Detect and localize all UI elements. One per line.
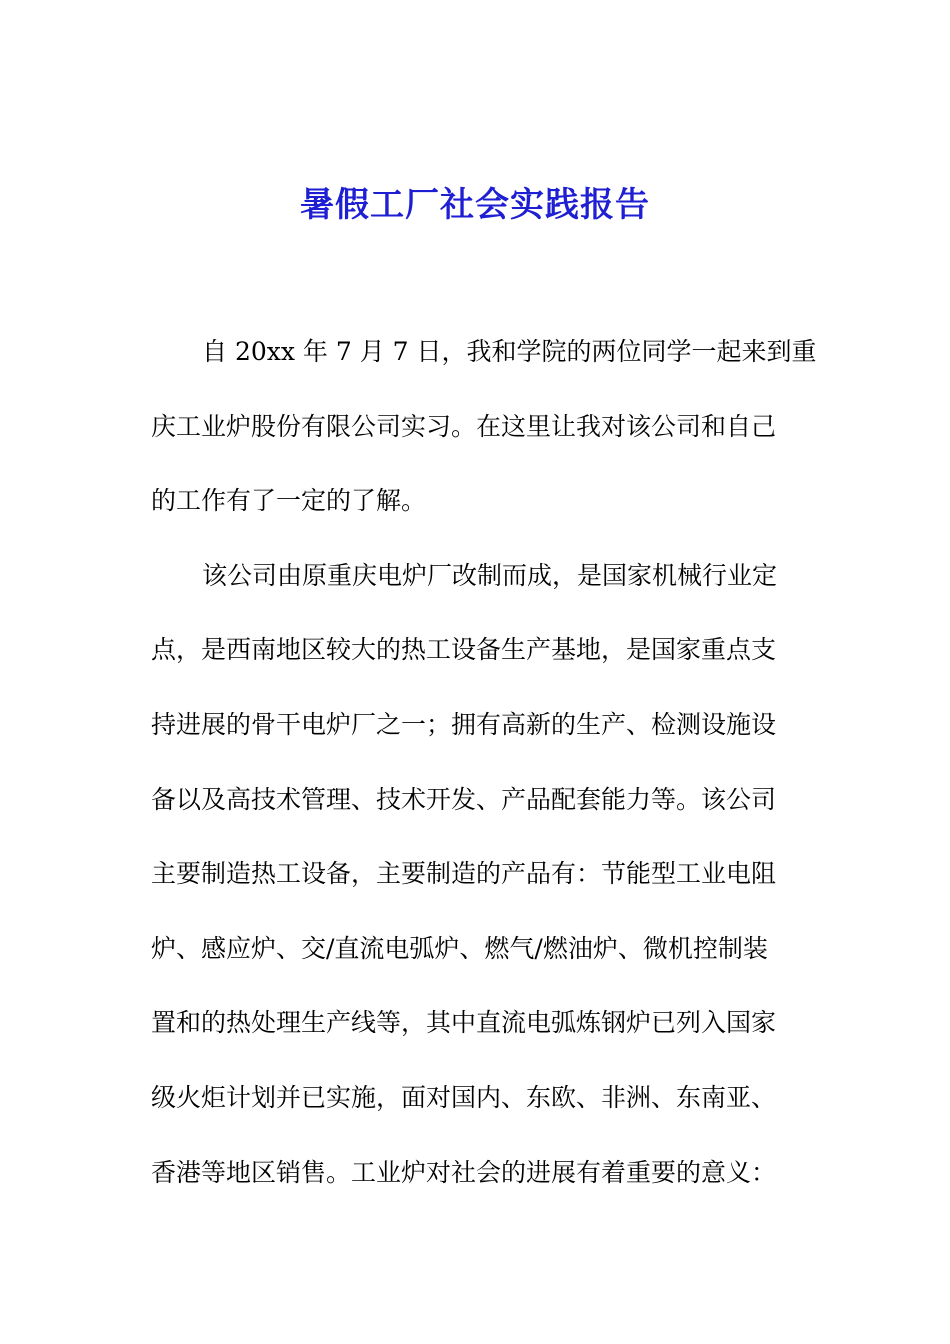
body-line-11: 级火炬计划并已实施，面对国内、东欧、非洲、东南亚、 (151, 1082, 777, 1112)
document-title: 暑假工厂社会实践报告 (300, 185, 650, 225)
body-line-6: 持进展的骨干电炉厂之一；拥有高新的生产、检测设施设 (151, 709, 777, 739)
body-line-3: 的工作有了一定的了解。 (151, 486, 427, 516)
body-line-10: 置和的热处理生产线等，其中直流电弧炼钢炉已列入国家 (151, 1008, 777, 1038)
body-line-4: 该公司由原重庆电炉厂改制而成，是国家机械行业定 (202, 560, 778, 590)
document-body (151, 330, 817, 1225)
body-line-9: 炉、感应炉、交/直流电弧炉、燃气/燃油炉、微机控制装 (151, 933, 768, 963)
body-line-8: 主要制造热工设备，主要制造的产品有：节能型工业电阻 (151, 859, 777, 889)
body-line-1: 自 20xx 年 7 月 7 日，我和学院的两位同学一起来到重 (202, 337, 817, 366)
body-line-2: 庆工业炉股份有限公司实习。在这里让我对该公司和自己 (151, 411, 777, 441)
body-line-7: 备以及高技术管理、技术开发、产品配套能力等。该公司 (151, 784, 777, 814)
body-line-12: 香港等地区销售。工业炉对社会的进展有着重要的意义： (151, 1157, 777, 1187)
body-line-5: 点，是西南地区较大的热工设备生产基地，是国家重点支 (151, 635, 777, 665)
